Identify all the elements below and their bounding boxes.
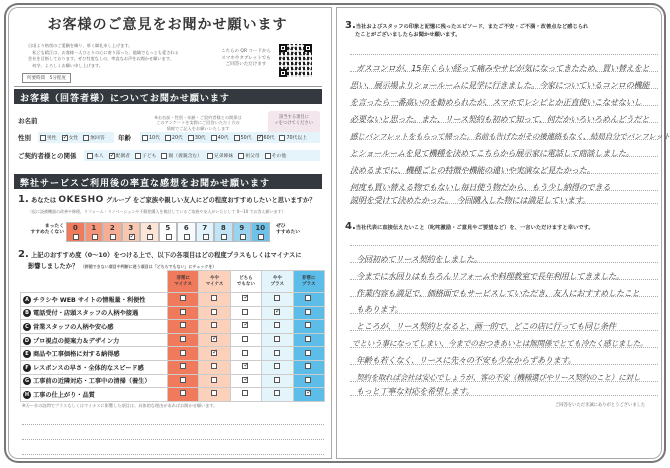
checkbox[interactable] <box>234 135 240 141</box>
col-very-minus: 非常に マイナス <box>167 271 198 293</box>
checkbox[interactable] <box>211 295 217 301</box>
checkbox[interactable] <box>180 377 186 383</box>
row-label: H 工事の仕上がり・品質 <box>21 388 168 402</box>
checkbox[interactable] <box>135 153 141 159</box>
question-number: 3. <box>345 20 356 31</box>
scale-low-label <box>26 224 64 236</box>
checkbox[interactable] <box>305 322 311 328</box>
scale-value: 7 <box>202 224 208 232</box>
checkbox-checked[interactable] <box>129 234 135 240</box>
question-text: グループ をご家族や親しい友人にどの程度おすすめしたいと思いますか？ <box>106 197 316 204</box>
checkbox-checked[interactable] <box>242 377 248 383</box>
checkbox[interactable] <box>166 234 172 240</box>
option-label: 50代 <box>240 136 252 141</box>
checkbox[interactable] <box>242 350 248 356</box>
age-option-70s-plus[interactable] <box>279 134 307 141</box>
gender-option-female[interactable] <box>62 134 79 141</box>
q2-footnote: ※Ⓐ〜Ⓗの設問でプラスもしくはマイナスに影響した項目は、具体的な理由があればお聞かせ願います。 <box>22 403 218 408</box>
checkbox[interactable] <box>279 135 285 141</box>
qr-text-line: ご回答いただけます <box>225 62 267 67</box>
table-row <box>21 388 325 402</box>
handwritten-line: とショールームを見て機種を決めてこちらから展示家に電話して商談しました。 <box>350 148 634 158</box>
relation-option-child[interactable] <box>135 152 156 159</box>
scale-value: 10 <box>255 224 266 232</box>
intro-text <box>28 43 218 69</box>
scale-value: 3 <box>128 224 134 232</box>
scale-value: 2 <box>109 224 115 232</box>
answer-line[interactable] <box>22 424 324 425</box>
checkbox-checked[interactable] <box>62 135 68 141</box>
handwritten-line: 必要ないと思った。また、リース契約も初めて知って、何だかいろいろめんどうだと <box>350 114 650 124</box>
scale-option-7[interactable] <box>196 222 215 242</box>
scale-option-10[interactable] <box>251 222 270 242</box>
handwritten-line: 契約を取れば会社は安心でしょうが、客の不安（機種選びやリース契約のこと）に対し <box>356 373 641 382</box>
option-label: 兄弟姉妹 <box>214 154 234 159</box>
handwritten-line: ガスコンロが、15年くらい経って痛みやサビが気になってきたため、買い替えをと <box>356 63 650 73</box>
checkbox[interactable] <box>305 309 311 315</box>
row-label: B 電話受付・店頭スタッフの人柄や接遇 <box>21 306 168 320</box>
option-label: 20代 <box>171 136 183 141</box>
name-field[interactable] <box>50 114 145 124</box>
checkbox-checked[interactable] <box>242 322 248 328</box>
option-label: 祖父母 <box>245 154 260 159</box>
checkbox-checked[interactable] <box>305 390 311 396</box>
badge-f-icon: F <box>23 364 31 372</box>
option-label: 女性 <box>68 136 79 141</box>
question-2-subtext: （評価できない項目や判断に迷う項目は「どちらでもない」にチェックを） <box>80 264 217 269</box>
option-label: 配偶者 <box>115 154 131 159</box>
badge-h-icon: H <box>24 391 30 398</box>
checkbox[interactable] <box>211 322 217 328</box>
checkbox[interactable] <box>161 153 167 159</box>
note-line: このアンケートを実際にご回答いただく方の <box>156 120 240 126</box>
blank-header <box>21 271 168 293</box>
checkbox[interactable] <box>184 234 190 240</box>
checkbox[interactable] <box>305 350 311 356</box>
nps-scale <box>66 222 270 242</box>
handwritten-line: 今までに水回りはもちろんリフォームや料理教室で長年利用してきました。 <box>356 271 624 281</box>
checkbox[interactable] <box>274 377 280 383</box>
checkbox[interactable] <box>180 336 186 342</box>
checkbox[interactable] <box>211 363 217 369</box>
age-option-30s[interactable] <box>188 134 206 141</box>
age-options <box>140 132 320 143</box>
qr-code-icon[interactable] <box>279 44 312 77</box>
checkbox[interactable] <box>305 363 311 369</box>
badge-e-icon: E <box>23 350 31 358</box>
note-line: ※お名前・性別・年齢・ご契約者様との関係は <box>154 115 242 120</box>
badge-g-icon: G <box>24 378 30 385</box>
checkbox[interactable] <box>274 363 280 369</box>
question-4 <box>345 221 594 232</box>
age-option-60s[interactable] <box>257 134 275 141</box>
handwritten-line: 作業内容も満足で、価格面でもサービスしていただき、友人におすすめしたこと <box>356 288 640 298</box>
answer-line[interactable] <box>22 454 324 455</box>
handwritten-line: でという事になってしまい、今までのおつきあいとは無関係でとても冷たく感じました。 <box>352 339 648 348</box>
checkbox[interactable] <box>83 135 89 141</box>
scale-option-4[interactable] <box>140 222 159 242</box>
intro-line: 日頃より格別のご愛顧を賜り、厚く御礼申し上げます。 <box>28 43 133 48</box>
checkbox[interactable] <box>305 336 311 342</box>
checkbox[interactable] <box>265 153 271 159</box>
table-header-row <box>21 271 325 293</box>
scale-value: 6 <box>183 224 189 232</box>
row-label: D プロ視点の提案力＆デザイン力 <box>21 333 168 347</box>
col-neutral: どちら でもない <box>230 271 261 293</box>
checkbox[interactable] <box>110 234 116 240</box>
table-row <box>21 333 325 347</box>
time-required-badge: 所要時間 5分程度 <box>22 73 71 83</box>
gender-option-male[interactable] <box>40 134 57 141</box>
checkbox[interactable] <box>180 363 186 369</box>
scale-option-3[interactable] <box>122 222 141 242</box>
option-label: 10代 <box>149 136 160 141</box>
relation-option-other[interactable] <box>265 152 286 159</box>
checkbox[interactable] <box>242 390 248 396</box>
checkbox[interactable] <box>305 295 311 301</box>
checkbox-checked[interactable] <box>274 309 280 315</box>
qr-text-line: スマホやタブレットでも <box>221 55 271 61</box>
question-1-subtext: （仮に設備機器の改善や修理、リフォーム・リノベーションや不動産購入を検討しているご家族や友人がいたとして 0〜10 でお答え願います） <box>28 209 286 214</box>
question-text: 当社およびスタッフの印象と記憶に残ったエピソード、またご不安・ご不満・改善点など感じられ <box>355 24 589 30</box>
table-row <box>21 374 325 388</box>
respondent-note <box>148 115 248 131</box>
question-text: 上記のおすすめ度（0〜10）をつける上で、以下の各項目はどの程度プラスもしくはマイナスに <box>30 252 302 259</box>
checkbox[interactable] <box>238 153 244 159</box>
handwritten-line: もっと丁寧な対応を希望します。 <box>356 386 474 396</box>
checkbox[interactable] <box>221 234 227 240</box>
option-label: 子ども <box>142 154 157 159</box>
checkbox[interactable] <box>207 153 213 159</box>
option-label: 60代 <box>263 136 275 141</box>
checkbox[interactable] <box>258 234 264 240</box>
question-3 <box>345 20 665 38</box>
page-title: お客様のご意見をお聞かせ願います <box>47 17 288 33</box>
checkbox[interactable] <box>211 135 217 141</box>
relation-option-self[interactable] <box>87 152 104 159</box>
checkbox[interactable] <box>242 336 248 342</box>
badge-a-icon: A <box>23 296 31 304</box>
respondent-section-heading: お客様（回答者様）についてお聞かせ願います <box>14 89 322 104</box>
question-text: 当社代表に直接伝えたいこと（叱咤激励・ご意見やご要望など）を、一言いただけますと幸いです。 <box>355 225 594 231</box>
age-label: 年齢 <box>118 134 131 142</box>
relation-label: ご契約者様との関係 <box>18 152 77 160</box>
scale-value: 9 <box>239 224 245 232</box>
question-number: 2. <box>18 249 29 260</box>
checkbox-checked[interactable] <box>211 350 217 356</box>
label-line: まったく <box>44 224 64 229</box>
scale-high-label <box>276 224 300 236</box>
checkbox[interactable] <box>147 234 153 240</box>
checkbox[interactable] <box>274 336 280 342</box>
answer-line <box>350 245 658 246</box>
checkbox[interactable] <box>211 390 217 396</box>
question-1 <box>18 194 316 205</box>
handwritten-line: 説明を受けて決めたかった。 今回購入した物には満足しています。 <box>350 195 590 205</box>
checkbox[interactable] <box>211 377 217 383</box>
checkbox-checked[interactable] <box>242 363 248 369</box>
checkbox[interactable] <box>240 234 246 240</box>
hint-line: ✓をつけてください <box>275 121 313 126</box>
divider <box>14 86 322 87</box>
scale-option-2[interactable] <box>103 222 122 242</box>
row-label: A チラシや WEB サイトの情報量・利便性 <box>21 293 168 307</box>
checkbox[interactable] <box>305 377 311 383</box>
answer-line <box>350 54 658 55</box>
answer-line[interactable] <box>22 439 324 440</box>
scale-value: 8 <box>220 224 226 232</box>
checkbox[interactable] <box>242 309 248 315</box>
label-line: ぜひ <box>276 224 286 229</box>
checkbox[interactable] <box>92 234 98 240</box>
age-option-50s[interactable] <box>234 134 252 141</box>
option-label: 親（義親含む） <box>168 154 203 159</box>
checkbox[interactable] <box>211 309 217 315</box>
table-row <box>21 320 325 334</box>
checkbox-checked[interactable] <box>257 135 263 141</box>
relation-option-parent[interactable] <box>161 152 202 159</box>
relation-option-spouse[interactable] <box>109 152 130 159</box>
qr-instructions <box>215 49 277 69</box>
scale-option-1[interactable] <box>85 222 104 242</box>
question-2 <box>18 249 302 260</box>
col-slightly-plus: やや プラス <box>262 271 293 293</box>
handwritten-line: 今回初めてリース契約をしました。 <box>356 254 482 264</box>
row-label: C 営業スタッフの人柄や安心感 <box>21 320 168 334</box>
checkbox[interactable] <box>180 309 186 315</box>
age-option-10s[interactable] <box>142 134 160 141</box>
checkbox[interactable] <box>180 322 186 328</box>
question-text: あなたは <box>30 197 57 204</box>
checkbox[interactable] <box>180 390 186 396</box>
row-label: F レスポンスの早さ・全体的なスピード感 <box>21 360 168 374</box>
checkbox[interactable] <box>87 153 93 159</box>
badge-c-icon: C <box>23 323 31 331</box>
scale-value: 4 <box>146 224 152 232</box>
label-line: すすめたくない <box>30 230 64 235</box>
name-label: お名前 <box>18 117 38 125</box>
evaluation-table <box>20 270 325 402</box>
table-row <box>21 306 325 320</box>
age-option-40s[interactable] <box>211 134 229 141</box>
label-line: すすめたい <box>276 230 301 235</box>
gender-label: 性別 <box>18 134 31 142</box>
checkbox[interactable] <box>274 322 280 328</box>
scale-option-9[interactable] <box>233 222 252 242</box>
scale-value: 5 <box>165 224 171 232</box>
age-option-20s[interactable] <box>165 134 183 141</box>
question-number: 4. <box>345 221 356 232</box>
option-label: 30代 <box>194 136 206 141</box>
row-label: G 工事前の近隣対応・工事中の清掃（養生） <box>21 374 168 388</box>
handwritten-line: 感じパンフレットをもらって帰った。名前も告げたがその後連絡もなく、結局自分でパンフレット <box>350 132 670 141</box>
question-number: 1. <box>18 194 29 205</box>
badge-d-icon: D <box>24 337 30 344</box>
checkbox[interactable] <box>180 295 186 301</box>
checkbox[interactable] <box>142 135 148 141</box>
table-row <box>21 293 325 307</box>
service-section-heading: 弊社サービスご利用後の率直な感想をお聞かせ願います <box>14 174 322 189</box>
checkbox[interactable] <box>165 135 171 141</box>
note-line: 情報でご記入をお願いいたします <box>166 125 230 131</box>
table-row <box>21 347 325 361</box>
question-2-line2 <box>28 261 216 270</box>
gender-options <box>38 132 114 143</box>
handwritten-line: 何度も買い替える物でもないし毎日使う物だから、もう少し納得のできる <box>350 182 611 192</box>
qr-text-line: こちらの QR コードから <box>220 49 272 54</box>
handwritten-line: ところが、リース契約となると、画一的で、どこの店に行っても同じ条件 <box>356 321 616 331</box>
scale-option-8[interactable] <box>214 222 233 242</box>
gender-option-no-answer[interactable] <box>83 134 104 141</box>
thank-you-note: ご回答をいただき誠にありがとうございました <box>555 403 646 408</box>
scale-value: 0 <box>72 224 78 232</box>
checkbox[interactable] <box>180 350 186 356</box>
badge-b-icon: B <box>23 309 31 317</box>
checkbox-checked[interactable] <box>242 295 248 301</box>
brand-name: OKESHO <box>58 195 104 205</box>
option-label: 男性 <box>47 136 57 141</box>
checkbox[interactable] <box>40 135 46 141</box>
checkbox[interactable] <box>188 135 194 141</box>
intro-line: 何卒、よろしくお願い申し上げます。 <box>28 62 104 68</box>
scale-option-6[interactable] <box>177 222 196 242</box>
option-label: その他 <box>271 154 287 159</box>
col-very-plus: 非常に プラス <box>293 271 324 293</box>
intro-line: 私ども精江は、お客様一人ひとりの心に寄り添った、地域でもっとも愛される <box>28 49 179 55</box>
checkbox[interactable] <box>203 234 209 240</box>
scale-value: 1 <box>91 224 97 232</box>
option-label: 本人 <box>94 154 104 159</box>
checkbox[interactable] <box>73 234 79 240</box>
table-row <box>21 360 325 374</box>
option-label: 無回答 <box>90 136 105 141</box>
question-text: 影響しましたか？ <box>28 263 79 270</box>
checkbox-checked[interactable] <box>109 153 115 159</box>
handwritten-line: を言ったら一番高いのを勧められたが、スマホでレシピとか正直使いこなせないし <box>350 97 642 107</box>
checkbox[interactable] <box>274 390 280 396</box>
relation-options <box>84 150 320 161</box>
checkbox[interactable] <box>274 350 280 356</box>
handwritten-line: 決めるまでに、機種ごとの特徴や機能の違いや実演など見たかった。 <box>350 165 595 175</box>
handwritten-line: 年齢も若くなく、リースに先々の不安も少なからずあります。 <box>356 355 576 365</box>
handwritten-line: 思い、展示場よりショールームに見学に行きました。今家についているコンロの機能 <box>350 80 650 90</box>
option-label: 70代以上 <box>286 136 307 141</box>
scale-option-0[interactable] <box>66 222 85 242</box>
scale-option-5[interactable] <box>159 222 178 242</box>
option-label: 40代 <box>217 136 229 141</box>
checkbox[interactable] <box>274 295 280 301</box>
hint-line: 該当する項目に <box>278 115 310 120</box>
handwritten-line: もあります。 <box>356 304 403 314</box>
intro-line: 会社を目指しております。ぜひ忖度なしの、率直なお声をお聞かせ願います。 <box>28 56 174 61</box>
checkbox-checked[interactable] <box>211 336 217 342</box>
row-label: E 商品や工事価格に対する納得感 <box>21 347 168 361</box>
question-text: たことがございましたらお聞かせ願います。 <box>355 32 461 38</box>
relation-option-grandparent[interactable] <box>238 152 259 159</box>
relation-option-sibling[interactable] <box>207 152 233 159</box>
col-slightly-minus: やや マイナス <box>199 271 230 293</box>
